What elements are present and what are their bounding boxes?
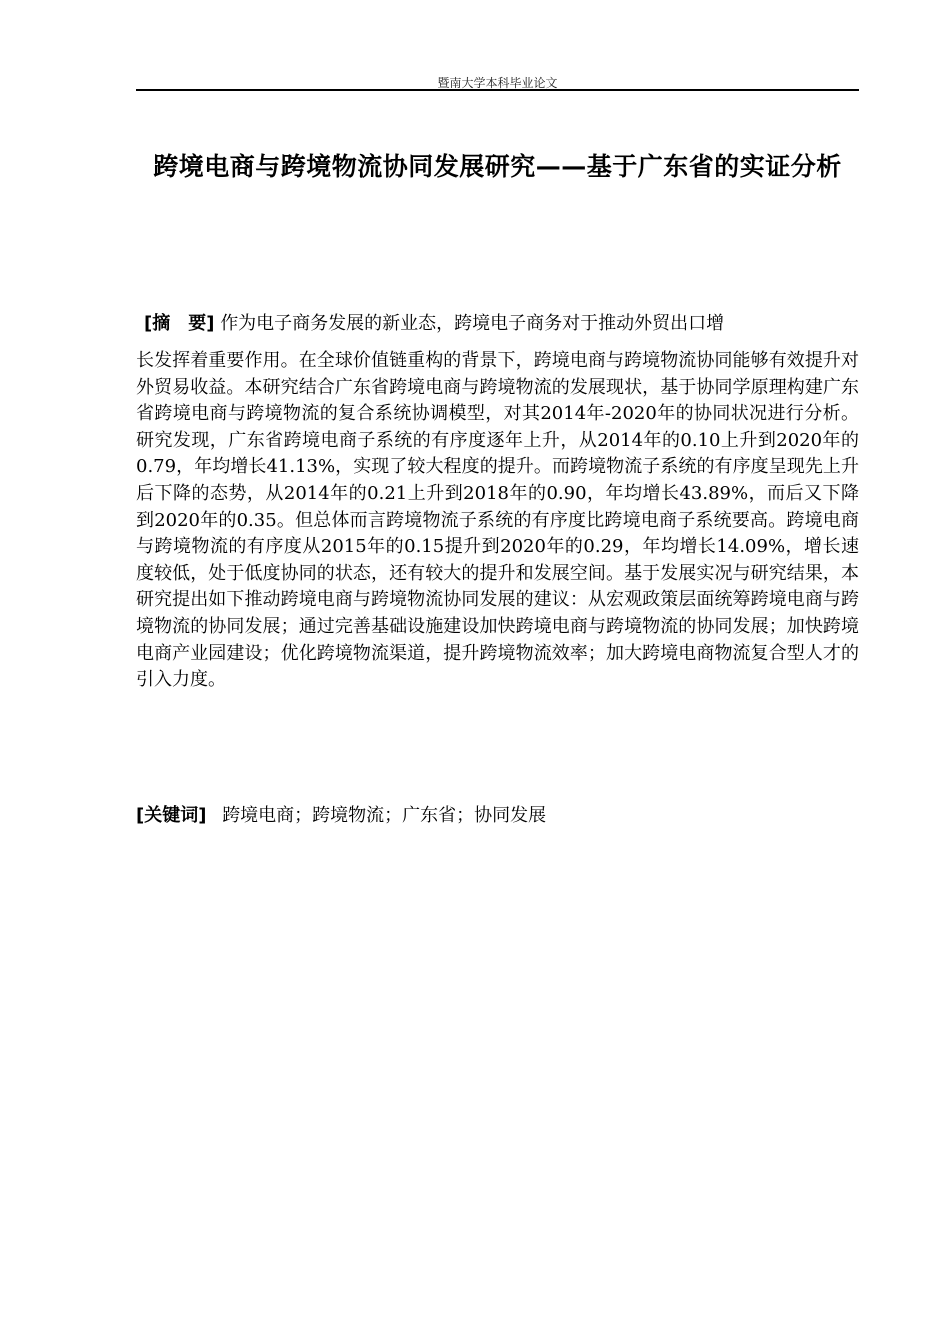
abstract-body: 长发挥着重要作用。在全球价值链重构的背景下，跨境电商与跨境物流协同能够有效提升对外贸易收益。本研究结合广东省跨境电商与跨境物流的发展现状，基于协同学原理构建广东省跨境电商与跨境物流的复合系统协调模型，对其2014年-2020年的协同状况进行分析。研究发现，广东省跨境电商子系统的有序度逐年上升，从2014年的0.10上升到2020年的0.79，年均增长41.13%，实现了较大程度的提升。而跨境物流子系统的有序度呈现先上升后下降的态势，从2014年的0.21上升到2018年的0.90，年均增长43.89%，而后又下降到2020年的0.35。但总体而言跨境物流子系统的有序度比跨境电商子系统要高。跨境电商与跨境物流的有序度从2015年的0.15提升到2020年的0.29，年均增长14.09%，增长速度较低，处于低度协同的状态，还有较大的提升和发展空间。基于发展实况与研究结果，本研究提出如下推动跨境电商与跨境物流协同发展的建议：从宏观政策层面统筹跨境电商与跨境物流的协同发展；通过完善基础设施建设加快跨境电商与跨境物流的协同发展；加快跨境电商产业园建设；优化跨境物流渠道，提升跨境物流效率；加大跨境电商物流复合型人才的引入力度。 xyxy=(136,350,859,691)
paper-title: 跨境电商与跨境物流协同发展研究——基于广东省的实证分析 xyxy=(153,152,842,181)
header-rule xyxy=(136,89,859,91)
abstract-section xyxy=(136,306,859,694)
keywords-section xyxy=(136,800,859,832)
keywords-text: 跨境电商；跨境物流；广东省；协同发展 xyxy=(222,805,547,826)
keywords-label: [关键词] xyxy=(136,805,207,826)
running-header: 暨南大学本科毕业论文 xyxy=(437,76,558,90)
abstract-label: [摘 要] xyxy=(144,313,215,334)
abstract-first-line xyxy=(136,306,859,342)
abstract-opening-text: 作为电子商务发展的新业态，跨境电子商务对于推动外贸出口增 xyxy=(220,313,725,334)
